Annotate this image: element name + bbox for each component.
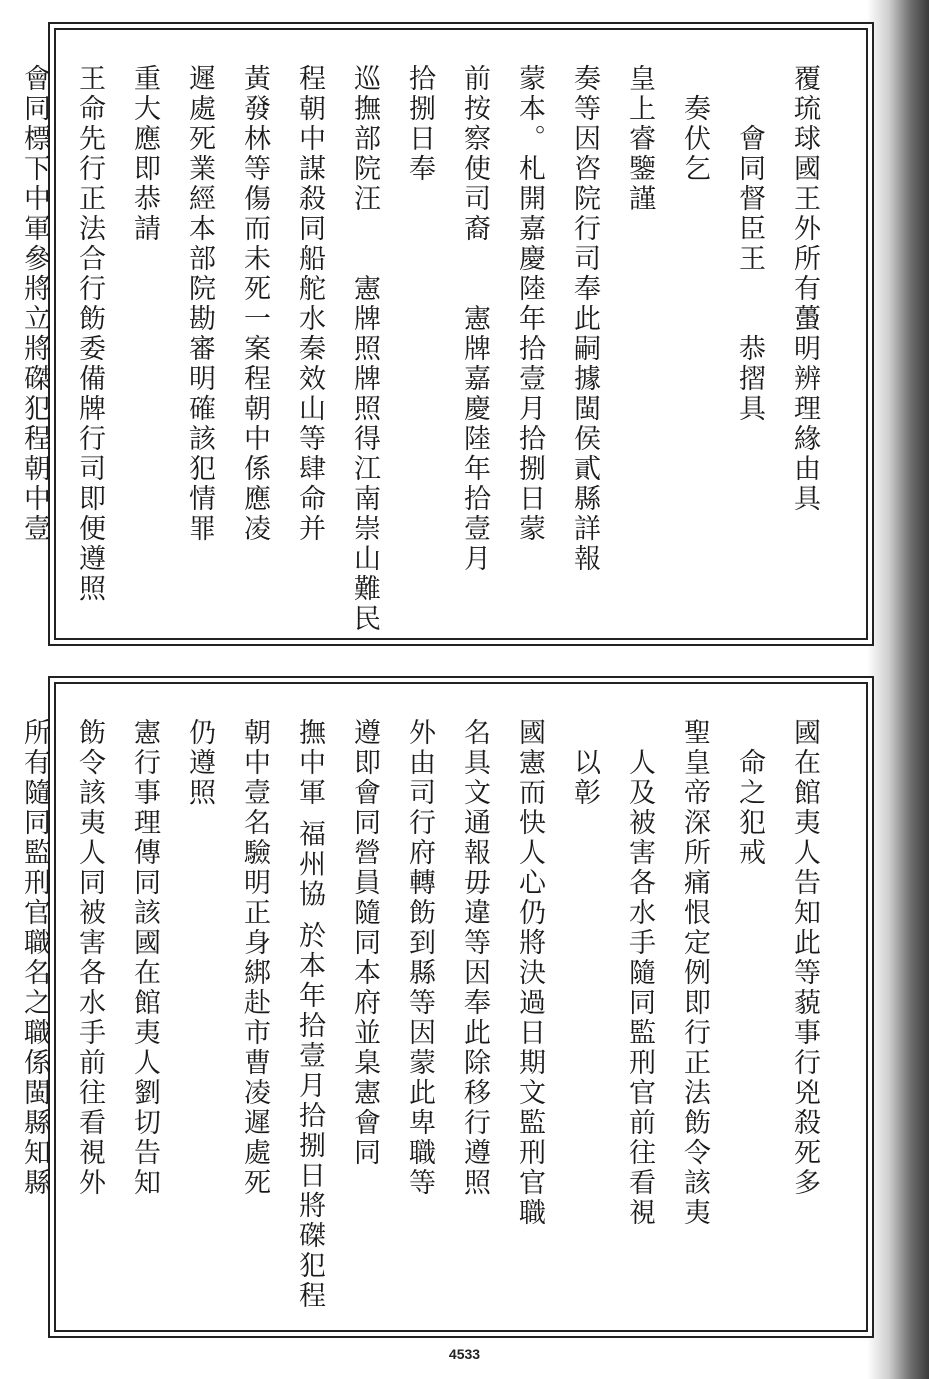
text-column: [0, 64, 7, 614]
text-column: 黃發林等傷而未死一案程朝中係應凌: [239, 64, 270, 544]
text-column: 重大應即恭請: [129, 64, 160, 244]
text-column: 外由司行府轉飭到縣等因蒙此卑職等: [404, 718, 435, 1198]
text-column: 撫中軍 福州協 於本年拾壹月拾捌日將磔犯程: [294, 718, 325, 1312]
text-column: 國在館夷人告知此等藐事行兇殺死多: [789, 718, 820, 1198]
text-column: 名具文通報毋違等因奉此除移行遵照: [459, 718, 490, 1198]
text-column: 朝中壹名驗明正身綁赴市曹凌遲處死: [239, 718, 270, 1198]
text-column: 命之犯戒: [734, 718, 765, 868]
text-column: 遲處死業經本部院勘審明確該犯情罪: [184, 64, 215, 544]
text-column: 巡撫部院汪 憲牌照牌照得江南崇山難民: [349, 64, 380, 634]
bottom-manuscript-panel: [19, 676, 874, 1338]
text-column: 以彰: [569, 718, 600, 808]
text-column: 前按察使司裔 憲牌嘉慶陸年拾壹月: [459, 64, 490, 574]
text-column: 程朝中謀殺同船舵水秦效山等肆命并: [294, 64, 325, 544]
top-manuscript-panel: [19, 22, 874, 646]
top-text-columns: [19, 64, 832, 634]
page-number: 4533: [448, 1346, 481, 1362]
text-column: 覆琉球國王外所有蠆明辨理緣由具: [789, 64, 820, 514]
text-column: 奏等因咨院行司奉此嗣據閩侯貳縣詳報: [569, 64, 600, 574]
text-column: 皇上睿鑒謹: [624, 64, 655, 214]
text-column: 所有隨同監刑官職名之職係閩縣知縣: [19, 718, 50, 1198]
book-spine-shadow: [867, 0, 929, 1379]
text-column: 聖皇帝深所痛恨定例即行正法飭令該夷: [679, 718, 710, 1228]
text-column: 王命先行正法合行飭委備牌行司即便遵照: [74, 64, 105, 604]
bottom-text-columns: [19, 718, 832, 1312]
text-column: 會同督臣王 恭摺具: [734, 64, 765, 424]
text-column: 拾捌日奉: [404, 64, 435, 184]
text-column: 仍遵照: [184, 718, 215, 808]
text-column: 遵即會同營員隨同本府並臬憲會同: [349, 718, 380, 1168]
text-column: [0, 718, 7, 1306]
text-column: 會同標下中軍參將立將磔犯程朝中壹: [19, 64, 50, 544]
text-column: 蒙本。札開嘉慶陸年拾壹月拾捌日蒙: [514, 64, 545, 544]
text-column: 憲行事理傳同該國在館夷人劉切告知: [129, 718, 160, 1198]
text-column: 飭令該夷人同被害各水手前往看視外: [74, 718, 105, 1198]
text-column: 國憲而快人心仍將決過日期文監刑官職: [514, 718, 545, 1228]
text-column: 奏伏乞: [679, 64, 710, 184]
text-column: 人及被害各水手隨同監刑官前往看視: [624, 718, 655, 1228]
